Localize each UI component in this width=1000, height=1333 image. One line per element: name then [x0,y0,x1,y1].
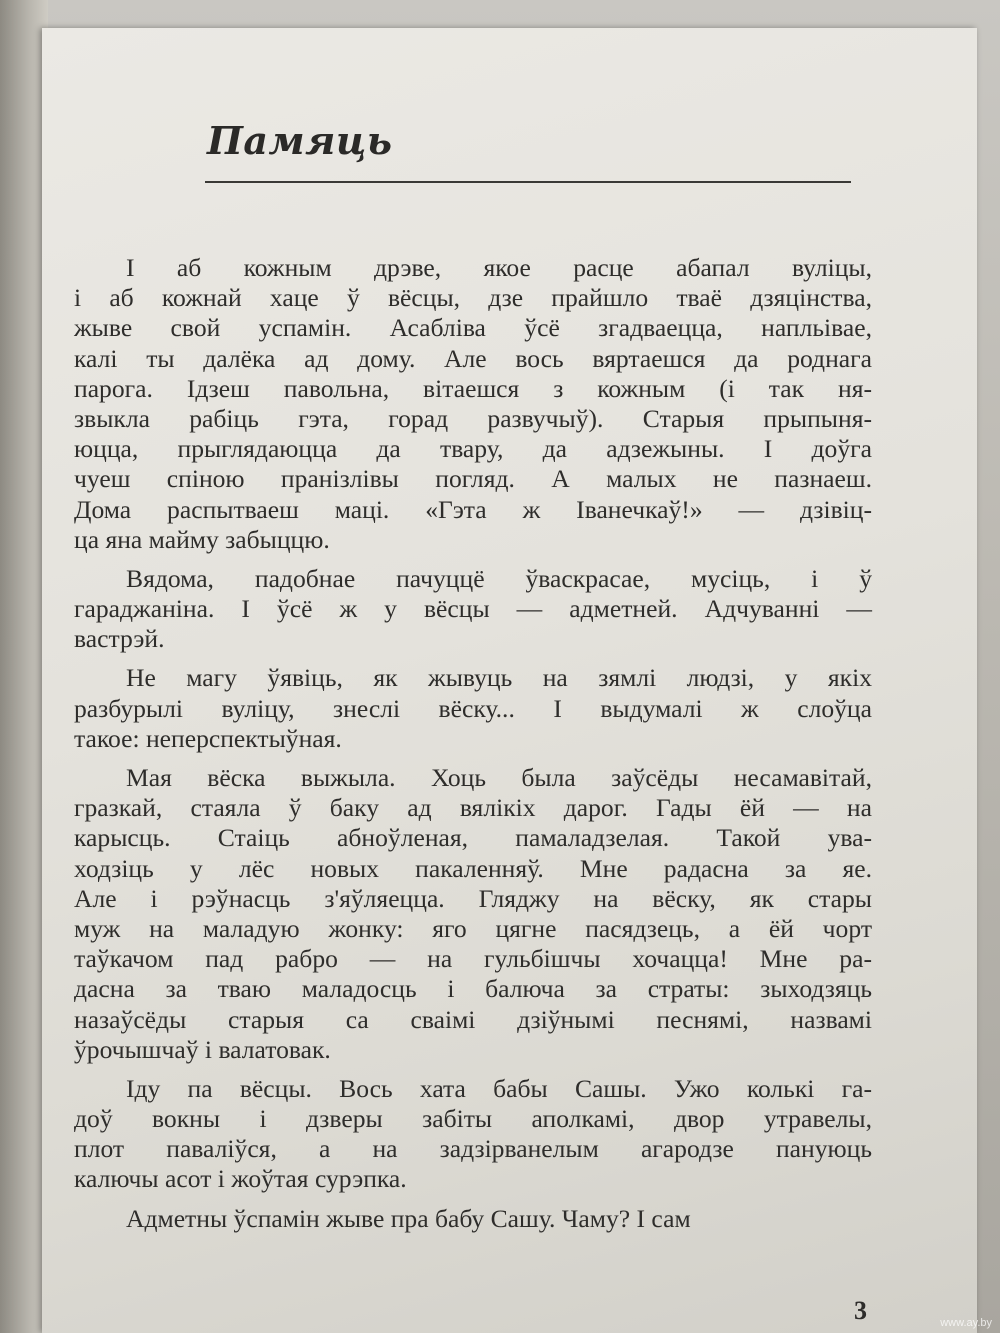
text-line: гразкай, стаяла ў баку ад вялікіх дарог. Гады ёй — на [74,793,872,823]
chapter-title: Памяць [207,118,393,163]
text-line: таўкачом пад рабро — на гульбішчы хочацца! Мне ра- [74,944,872,974]
text-line: гараджаніна. І ўсё ж у вёсцы — адметней. Адчуванні — [74,594,872,624]
text-line: Адметны ўспамін жыве пра бабу Сашу. Чаму? І сам [126,1203,691,1233]
paragraph-gap [74,555,872,564]
text-line: разбурылі вуліцу, знеслі вёску... І выдумалі ж слоўца [74,693,872,723]
text-line: Вядома, падобнае пачуццё ўваскрасае, мусіць, і ў [126,563,872,593]
paragraph-gap [74,1065,872,1074]
paragraph-gap [74,1195,872,1204]
text-line: ца яна майму забыццю. [74,524,330,554]
text-line: такое: неперспектыўная. [74,723,342,753]
page-number: 3 [854,1296,867,1325]
text-line: звыкла рабіць гэта, горад развучыў). Старыя прыпыня- [74,403,872,433]
text-line: дасна за тваю маладосць і балюча за страты: зыходзяць [74,974,872,1004]
text-line: карысць. Стаіць абноўленая, памаладзелая. Такой ува- [74,823,872,853]
text-line: Мая вёска выжыла. Хоць была заўсёды несамавітай, [126,763,872,792]
previous-page-edge [0,0,48,1333]
text-line: вастрэй. [74,624,165,654]
body-text [74,253,872,1234]
text-line: Іду па вёсцы. Вось хата бабы Сашы. Ужо колькі га- [126,1073,872,1103]
text-line: жыве свой успамін. Асабліва ўсё згадваецца, напльівае, [74,313,872,343]
text-line: ўрочышчаў і валатовак. [74,1034,331,1064]
text-line: парога. Ідзеш павольна, вітаешся з кожным (і так ня- [74,373,872,403]
text-line: калі ты далёка ад дому. Але вось вяртаешся да роднага [74,343,872,373]
text-line: Не магу ўявіць, як жывуць на зямлі людзі, у якіх [126,663,872,693]
text-line: юцца, прыглядаюцца да твару, да адзежыны. І доўга [74,434,872,464]
text-line: і аб кожнай хаце ў вёсцы, дзе прайшло тваё дзяцінства, [74,283,872,313]
text-line: плот паваліўся, а на задзірванелым агародзе пануюць [74,1134,872,1164]
paragraph-gap [74,754,872,763]
watermark: www.ay.by [940,1317,992,1329]
text-line: калючы асот і жоўтая сурэпка. [74,1164,407,1194]
text-line: ходзіць у лёс новых пакаленняў. Мне радасна за яе. [74,853,872,883]
paragraph-gap [74,654,872,663]
text-line: Дома распытваеш маці. «Гэта ж Іванечкаў!» — дзівіц- [74,494,872,524]
text-line: Але і рэўнасць з'яўляецца. Гляджу на вёску, як стары [74,883,872,913]
text-line: доў вокны і дзверы забіты аполкамі, двор утравелы, [74,1104,872,1134]
book-page [42,28,977,1333]
text-line: назаўсёды старыя са сваімі дзіўнымі песнямі, назвамі [74,1004,872,1034]
text-line: чуеш спіною пранізлівы погляд. А малых не пазнаеш. [74,464,872,494]
title-rule [205,181,851,183]
text-line: муж на маладую жонку: яго цягне пасядзець, а ёй чорт [74,913,872,943]
text-line: І аб кожным дрэве, якое расце абапал вуліцы, [126,253,872,282]
